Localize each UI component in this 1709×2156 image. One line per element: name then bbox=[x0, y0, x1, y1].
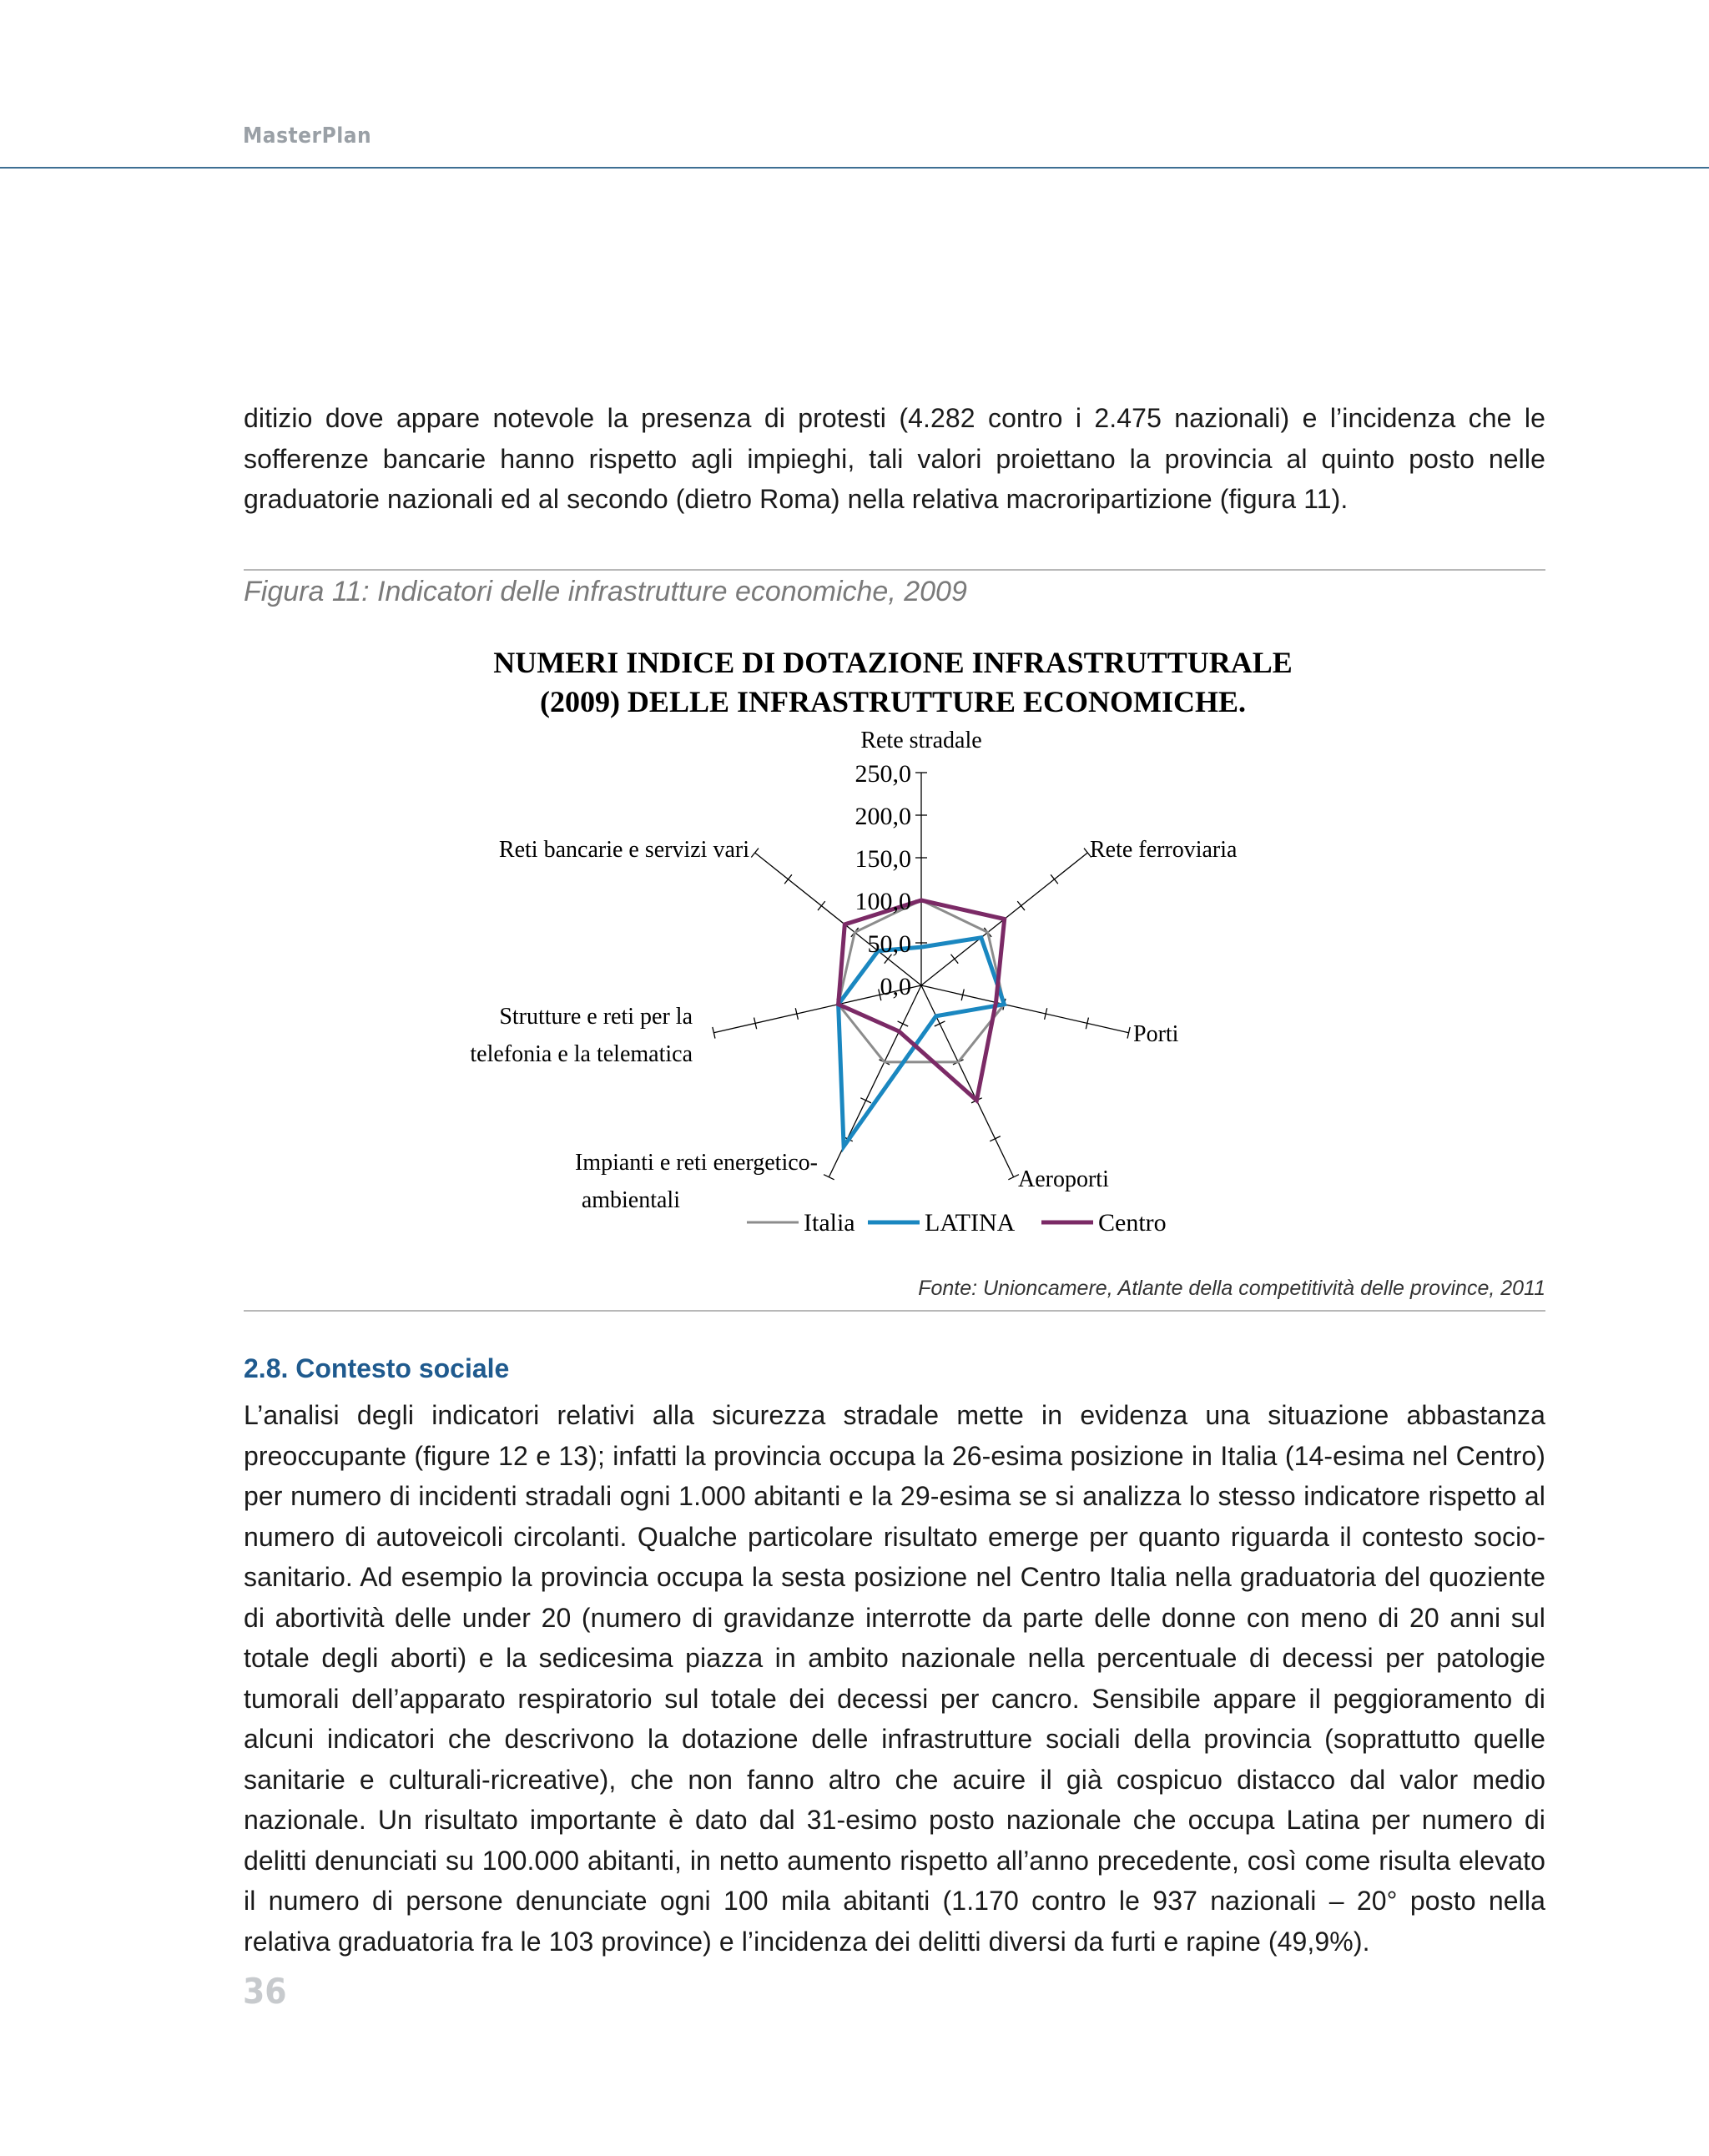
radar-tick-mark bbox=[824, 1175, 834, 1180]
radar-chart bbox=[0, 634, 1709, 1252]
radar-tick-label: 250,0 bbox=[854, 760, 911, 788]
social-context-paragraph: L’analisi degli indicatori relativi alla sicurezza stradale mette in evidenza una situazione abbastanza preoccupante (figure 12 e 13); infatti la provincia occupa la 26-esima posizione in Italia (14-esima nel Centro) per numero di incidenti stradali ogni 1.000 abitanti e la 29-esima se si analizza lo stesso indicatore rispetto al numero di autoveicoli circolanti. Qualche particolare risultato emerge per quanto riguarda il contesto socio-sanitario. Ad esempio la provincia occupa la sesta posizione nel Centro Italia nella graduatoria del quoziente di abortività delle under 20 (numero di gravidanze interrotte da parte delle donne con meno di 20 anni sul totale degli aborti) e la sedicesima piazza in ambito nazionale nella percentuale di decessi per patologie tumorali dell’apparato respiratorio sul totale dei decessi per cancro. Sensibile appare il peggioramento di alcuni indicatori che descrivono la dotazione delle infrastrutture sociali della provincia (soprattutto quelle sanitarie e culturali-ricreative), che non fanno altro che acuire il già cospicuo distacco dal valor medio nazionale. Un risultato importante è dato dal 31-esimo posto nazionale che occupa Latina per numero di delitti denunciati su 100.000 abitanti, in netto aumento rispetto all’anno precedente, così come risulta elevato il numero di persone denunciate ogni 100 mila abitanti (1.170 contro le 937 nazionali – 20° posto nella relativa graduatoria fra le 103 province) e l’incidenza dei delitti diversi da furti e rapine (49,9%). bbox=[244, 1400, 1545, 1957]
page-number: 36 bbox=[243, 1971, 287, 2012]
intro-paragraph: ditizio dove appare notevole la presenza di protesti (4.282 contro i 2.475 nazionali) e l’incidenza che le sofferenze bancarie hanno rispetto agli impieghi, tali valori proiettano la provincia al quinto posto nelle graduatorie nazionali ed al secondo (dietro Roma) nella relativa macroripartizione (figura 11). bbox=[244, 403, 1545, 514]
chart-title-line-1: NUMERI INDICE DI DOTAZIONE INFRASTRUTTURALE bbox=[493, 646, 1293, 679]
figure-source: Fonte: Unioncamere, Atlante della competitività delle province, 2011 bbox=[918, 1277, 1545, 1300]
radar-category-label: Rete stradale bbox=[860, 728, 982, 753]
radar-category-label: Reti bancarie e servizi vari bbox=[498, 837, 749, 863]
radar-tick-label: 200,0 bbox=[854, 803, 911, 830]
figure-bottom-rule bbox=[244, 1310, 1545, 1312]
legend-label: Italia bbox=[804, 1209, 855, 1237]
chart-title-line-2: (2009) DELLE INFRASTRUTTURE ECONOMICHE. bbox=[539, 685, 1247, 718]
radar-grid bbox=[713, 773, 1130, 1180]
figure-caption: Figura 11: Indicatori delle infrastrutture economiche, 2009 bbox=[244, 576, 967, 607]
radar-tick-labels bbox=[855, 760, 912, 1000]
radar-category-labels bbox=[470, 728, 1238, 1213]
chart-legend bbox=[747, 1209, 1167, 1237]
radar-tick-mark bbox=[818, 901, 825, 910]
radar-axis bbox=[921, 985, 1129, 1033]
radar-tick-label: 50,0 bbox=[867, 930, 911, 958]
radar-category-label: Porti bbox=[1133, 1021, 1179, 1047]
radar-tick-mark bbox=[751, 849, 759, 858]
radar-tick-label: 150,0 bbox=[854, 845, 911, 873]
radar-category-label: Aeroporti bbox=[1018, 1166, 1109, 1192]
radar-tick-mark bbox=[951, 955, 959, 964]
radar-tick-mark bbox=[990, 1136, 1001, 1141]
radar-tick-mark bbox=[935, 1021, 945, 1026]
radar-tick-mark bbox=[1017, 901, 1025, 910]
radar-tick-mark bbox=[898, 1021, 909, 1026]
radar-category-label: Impianti e reti energetico-ambientali bbox=[574, 1150, 818, 1213]
radar-tick-label: 100,0 bbox=[854, 888, 911, 915]
header-brand: MasterPlan bbox=[243, 123, 372, 149]
figure-top-rule bbox=[244, 569, 1545, 571]
radar-tick-mark bbox=[1051, 874, 1058, 884]
radar-tick-mark bbox=[860, 1098, 871, 1103]
header-rule bbox=[0, 167, 1709, 169]
radar-tick-label: 0,0 bbox=[880, 973, 911, 1000]
legend-label: LATINA bbox=[925, 1209, 1016, 1237]
legend-label: Centro bbox=[1098, 1209, 1167, 1237]
radar-tick-mark bbox=[784, 874, 792, 884]
radar-category-label: Strutture e reti per la telefonia e la telematica bbox=[470, 1004, 693, 1067]
section-heading: 2.8. Contesto sociale bbox=[244, 1353, 510, 1383]
radar-category-label: Rete ferroviaria bbox=[1090, 837, 1238, 863]
